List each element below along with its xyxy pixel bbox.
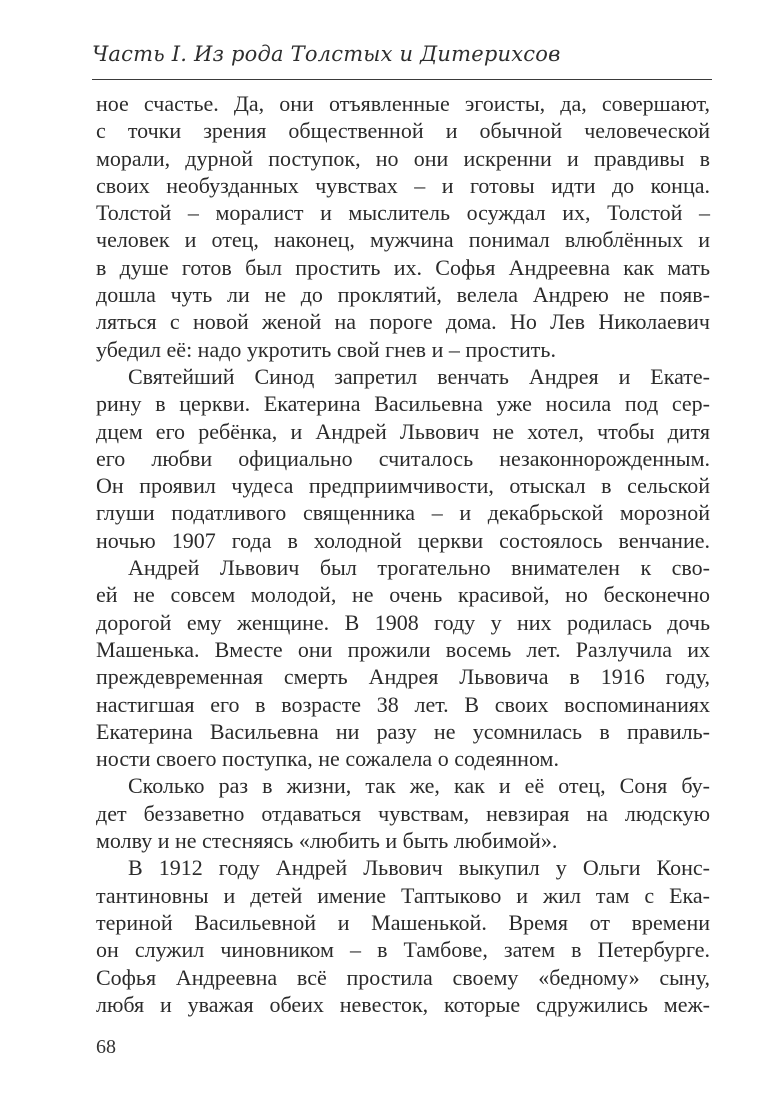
text-line: Екатерина Васильевна ни разу не усомнилась в правиль- <box>96 718 710 744</box>
text-line: ляться с новой женой на пороге дома. Но Лев Николаевич <box>96 309 710 335</box>
text-line: дошла чуть ли не до проклятий, велела Андрею не появ- <box>96 282 710 308</box>
text-line: в душе готов был простить их. Софья Андреевна как мать <box>96 254 710 280</box>
text-line: преждевременная смерть Андрея Львовича в 1916 году, <box>96 664 710 690</box>
paragraph <box>96 363 710 554</box>
paragraph <box>96 772 710 854</box>
text-line: Святейший Синод запретил венчать Андрея и Екате- <box>128 363 710 389</box>
page-number: 68 <box>96 1036 116 1058</box>
text-line: дорогой ему женщине. В 1908 году у них родилась дочь <box>96 609 710 635</box>
text-line: его любви официально считалось незаконнорожденным. <box>96 445 710 471</box>
text-line: убедил её: надо укротить свой гнев и – простить. <box>96 336 556 362</box>
text-line: молву и не стесняясь «любить и быть любимой». <box>96 828 558 854</box>
text-line: Софья Андреевна всё простила своему «бедному» сыну, <box>96 964 710 990</box>
body-text <box>96 90 710 1018</box>
text-line: ности своего поступка, не сожалела о содеянном. <box>96 746 559 772</box>
text-line: ное счастье. Да, они отъявленные эгоисты, да, совершают, <box>96 91 710 116</box>
text-line: настигшая его в возрасте 38 лет. В своих воспоминаниях <box>96 691 710 717</box>
text-line: с точки зрения общественной и обычной человеческой <box>96 118 710 144</box>
text-line: человек и отец, наконец, мужчина понимал влюблённых и <box>96 227 710 253</box>
paragraph <box>96 90 710 363</box>
text-line: Машенька. Вместе они прожили восемь лет. Разлучила их <box>96 636 710 662</box>
text-line: Андрей Львович был трогательно внимателен к сво- <box>128 555 710 581</box>
text-line: В 1912 году Андрей Львович выкупил у Ольги Конс- <box>128 855 710 881</box>
text-line: любя и уважая обеих невесток, которые сдружились меж- <box>96 991 710 1017</box>
text-line: дцем его ребёнка, и Андрей Львович не хотел, чтобы дитя <box>96 418 710 444</box>
header-rule <box>92 79 712 80</box>
text-line: ей не совсем молодой, не очень красивой, но бесконечно <box>96 582 710 608</box>
text-line: териной Васильевной и Машенькой. Время от времени <box>96 909 710 935</box>
text-line: рину в церкви. Екатерина Васильевна уже носила под сер- <box>96 391 710 417</box>
paragraph <box>96 554 710 772</box>
text-line: Сколько раз в жизни, так же, как и её отец, Соня бу- <box>128 773 710 799</box>
text-line: дет беззаветно отдаваться чувствам, невзирая на людскую <box>96 800 710 826</box>
text-line: глуши податливого священника – и декабрьской морозной <box>96 500 710 526</box>
text-line: тантиновны и детей имение Таптыково и жил там с Ека- <box>96 882 710 908</box>
running-head: Часть I. Из рода Толстых и Дитерихсов <box>92 42 561 66</box>
text-line: своих необузданных чувствах – и готовы идти до конца. <box>96 172 710 198</box>
text-line: морали, дурной поступок, но они искренни и правдивы в <box>96 145 710 171</box>
text-line: Толстой – моралист и мыслитель осуждал их, Толстой – <box>96 200 710 226</box>
text-line: Он проявил чудеса предприимчивости, отыскал в сельской <box>96 473 710 499</box>
text-line: он служил чиновником – в Тамбове, затем в Петербурге. <box>96 937 710 963</box>
text-line: ночью 1907 года в холодной церкви состоялось венчание. <box>96 527 710 553</box>
paragraph <box>96 854 710 1018</box>
